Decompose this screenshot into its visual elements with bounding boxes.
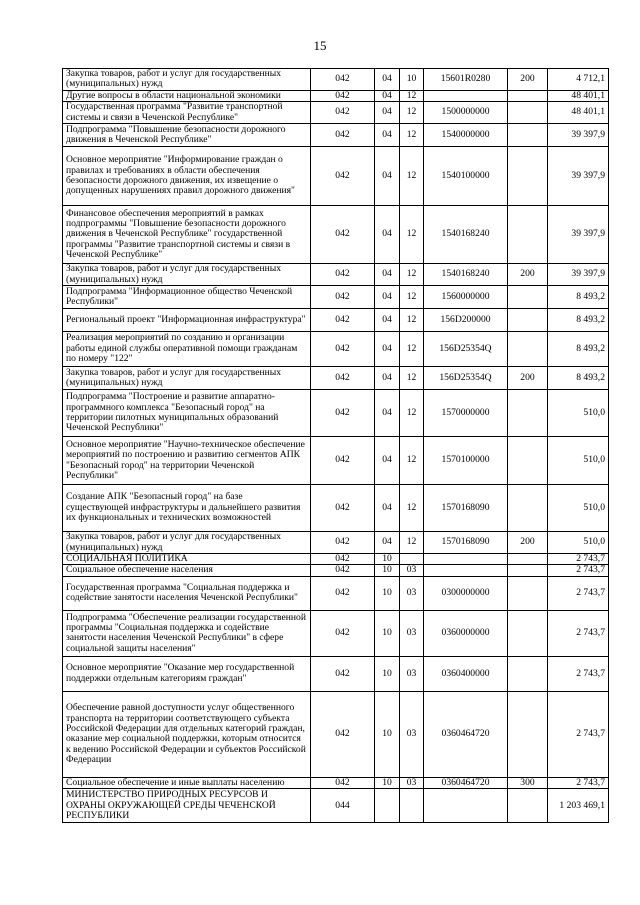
target-article-cell: 0360000000 [424, 610, 508, 656]
item-name-cell: Подпрограмма "Обеспечение реализации государственной программы "Социальная поддержка и содействие занятости населения Чеченской Республики" в сфере социальной защиты населения" [63, 610, 311, 656]
subsection-code-cell: 12 [400, 102, 424, 124]
table-row [63, 286, 609, 309]
section-code-cell: 10 [375, 691, 400, 777]
item-name-cell: Подпрограмма "Повышение безопасности дорожного движения в Чеченской Республике" [63, 124, 311, 147]
item-name-cell: Обеспечение равной доступности услуг общественного транспорта на территории соответствующего субъекта Российской Федерации для отдельных категорий граждан, оказание мер социальной поддержки, которым относится к ведению Российской Федерации и субъектов Российской Федерации [63, 691, 311, 777]
amount-cell: 8 493,2 [548, 367, 609, 390]
section-code-cell: 10 [375, 576, 400, 610]
section-code-cell: 04 [375, 367, 400, 390]
expense-type-cell [508, 332, 548, 367]
ministry-code-cell: 042 [311, 309, 375, 332]
ministry-code-cell: 042 [311, 206, 375, 264]
section-code-cell [375, 789, 400, 823]
expense-type-cell [508, 206, 548, 264]
subsection-code-cell: 12 [400, 309, 424, 332]
amount-cell: 2 743,7 [548, 554, 609, 565]
target-article-cell [424, 90, 508, 101]
expense-type-cell [508, 124, 548, 147]
target-article-cell: 1570168090 [424, 485, 508, 532]
item-name-cell: Другие вопросы в области национальной экономики [63, 90, 311, 101]
ministry-code-cell: 042 [311, 332, 375, 367]
ministry-code-cell: 042 [311, 147, 375, 206]
table-row [63, 656, 609, 691]
ministry-code-cell: 042 [311, 656, 375, 691]
amount-cell: 39 397,9 [548, 147, 609, 206]
expense-type-cell [508, 554, 548, 565]
target-article-cell: 15601R0280 [424, 69, 508, 91]
item-name-cell: Основное мероприятие "Оказание мер государственной поддержки отдельным категориям граждан" [63, 656, 311, 691]
table-row [63, 437, 609, 485]
amount-cell: 510,0 [548, 532, 609, 554]
expense-type-cell: 200 [508, 69, 548, 91]
ministry-code-cell: 042 [311, 777, 375, 788]
subsection-code-cell: 03 [400, 576, 424, 610]
subsection-code-cell [400, 789, 424, 823]
ministry-code-cell: 042 [311, 610, 375, 656]
table-row [63, 69, 609, 91]
amount-cell: 2 743,7 [548, 656, 609, 691]
amount-cell: 8 493,2 [548, 332, 609, 367]
ministry-code-cell: 042 [311, 576, 375, 610]
ministry-code-cell: 042 [311, 102, 375, 124]
subsection-code-cell: 12 [400, 437, 424, 485]
expense-type-cell [508, 390, 548, 437]
target-article-cell: 1560000000 [424, 286, 508, 309]
item-name-cell: Социальное обеспечение и иные выплаты населению [63, 777, 311, 788]
subsection-code-cell: 03 [400, 777, 424, 788]
item-name-cell: Подпрограмма "Информационное общество Чеченской Республики" [63, 286, 311, 309]
section-code-cell: 04 [375, 532, 400, 554]
ministry-code-cell: 042 [311, 485, 375, 532]
section-code-cell: 10 [375, 610, 400, 656]
target-article-cell: 0300000000 [424, 576, 508, 610]
expense-type-cell: 200 [508, 264, 548, 286]
section-code-cell: 10 [375, 656, 400, 691]
table-row [63, 789, 609, 823]
ministry-code-cell: 042 [311, 532, 375, 554]
item-name-cell: Основное мероприятие "Научно-техническое обеспечение мероприятий по построению и развитию сегментов АПК "Безопасный город" на территории Чеченской Республики" [63, 437, 311, 485]
target-article-cell: 1540168240 [424, 264, 508, 286]
item-name-cell: Основное мероприятие "Информирование граждан о правилах и требованиях в области обеспечения безопасности дорожного движения, их извещение о допущенных нарушениях правил дорожного движения" [63, 147, 311, 206]
amount-cell: 2 743,7 [548, 691, 609, 777]
ministry-code-cell: 042 [311, 437, 375, 485]
section-code-cell: 04 [375, 206, 400, 264]
expense-type-cell: 200 [508, 367, 548, 390]
table-row [63, 485, 609, 532]
table-row [63, 554, 609, 565]
table-row [63, 532, 609, 554]
expense-type-cell [508, 610, 548, 656]
ministry-code-cell: 042 [311, 390, 375, 437]
item-name-cell: МИНИСТЕРСТВО ПРИРОДНЫХ РЕСУРСОВ И ОХРАНЫ ОКРУЖАЮЩЕЙ СРЕДЫ ЧЕЧЕНСКОЙ РЕСПУБЛИКИ [63, 789, 311, 823]
subsection-code-cell: 03 [400, 656, 424, 691]
subsection-code-cell: 12 [400, 147, 424, 206]
amount-cell: 2 743,7 [548, 576, 609, 610]
subsection-code-cell: 12 [400, 264, 424, 286]
table-row [63, 206, 609, 264]
item-name-cell: Закупка товаров, работ и услуг для государственных (муниципальных) нужд [63, 264, 311, 286]
section-code-cell: 04 [375, 390, 400, 437]
subsection-code-cell: 12 [400, 206, 424, 264]
item-name-cell: Создание АПК "Безопасный город" на базе существующей инфраструктуры и дальнейшего развития их функциональных и технических возможностей [63, 485, 311, 532]
ministry-code-cell: 042 [311, 565, 375, 576]
table-row [63, 576, 609, 610]
section-code-cell: 04 [375, 286, 400, 309]
item-name-cell: Государственная программа "Развитие транспортной системы и связи в Чеченской Республике" [63, 102, 311, 124]
table-row [63, 124, 609, 147]
item-name-cell: Государственная программа "Социальная поддержка и содействие занятости населения Чеченской Республики" [63, 576, 311, 610]
amount-cell: 1 203 469,1 [548, 789, 609, 823]
amount-cell: 2 743,7 [548, 565, 609, 576]
ministry-code-cell: 042 [311, 691, 375, 777]
target-article-cell [424, 565, 508, 576]
expense-type-cell [508, 485, 548, 532]
ministry-code-cell: 044 [311, 789, 375, 823]
section-code-cell: 04 [375, 264, 400, 286]
subsection-code-cell: 03 [400, 565, 424, 576]
amount-cell: 510,0 [548, 485, 609, 532]
target-article-cell: 1540100000 [424, 147, 508, 206]
section-code-cell: 04 [375, 309, 400, 332]
expense-type-cell: 300 [508, 777, 548, 788]
subsection-code-cell: 12 [400, 485, 424, 532]
amount-cell: 48 401,1 [548, 102, 609, 124]
table-row [63, 610, 609, 656]
target-article-cell [424, 554, 508, 565]
expense-type-cell [508, 565, 548, 576]
amount-cell: 4 712,1 [548, 69, 609, 91]
table-row [63, 565, 609, 576]
expense-type-cell [508, 90, 548, 101]
item-name-cell: Подпрограмма "Построение и развитие аппаратно-программного комплекса "Безопасный город" на территории пилотных муниципальных образований Чеченской Республики" [63, 390, 311, 437]
section-code-cell: 04 [375, 90, 400, 101]
section-code-cell: 04 [375, 102, 400, 124]
table-row [63, 309, 609, 332]
section-code-cell: 10 [375, 554, 400, 565]
subsection-code-cell: 12 [400, 124, 424, 147]
section-code-cell: 04 [375, 69, 400, 91]
target-article-cell: 1570100000 [424, 437, 508, 485]
target-article-cell: 156D25354Q [424, 367, 508, 390]
table-row [63, 264, 609, 286]
section-code-cell: 04 [375, 332, 400, 367]
section-code-cell: 10 [375, 565, 400, 576]
table-row [63, 390, 609, 437]
target-article-cell: 0360464720 [424, 777, 508, 788]
subsection-code-cell: 12 [400, 390, 424, 437]
item-name-cell: Закупка товаров, работ и услуг для государственных (муниципальных) нужд [63, 69, 311, 91]
expense-type-cell [508, 576, 548, 610]
subsection-code-cell: 12 [400, 286, 424, 309]
section-code-cell: 10 [375, 777, 400, 788]
budget-table-body [63, 69, 609, 823]
item-name-cell: Закупка товаров, работ и услуг для государственных (муниципальных) нужд [63, 532, 311, 554]
expense-type-cell [508, 286, 548, 309]
target-article-cell: 156D200000 [424, 309, 508, 332]
ministry-code-cell: 042 [311, 90, 375, 101]
target-article-cell: 1500000000 [424, 102, 508, 124]
expense-type-cell [508, 691, 548, 777]
amount-cell: 8 493,2 [548, 286, 609, 309]
item-name-cell: Закупка товаров, работ и услуг для государственных (муниципальных) нужд [63, 367, 311, 390]
budget-table [62, 68, 609, 823]
target-article-cell: 1540000000 [424, 124, 508, 147]
expense-type-cell [508, 437, 548, 485]
table-row [63, 332, 609, 367]
expense-type-cell [508, 147, 548, 206]
amount-cell: 48 401,1 [548, 90, 609, 101]
amount-cell: 8 493,2 [548, 309, 609, 332]
amount-cell: 39 397,9 [548, 264, 609, 286]
amount-cell: 39 397,9 [548, 124, 609, 147]
section-code-cell: 04 [375, 437, 400, 485]
item-name-cell: Социальное обеспечение населения [63, 565, 311, 576]
item-name-cell: Региональный проект "Информационная инфраструктура" [63, 309, 311, 332]
subsection-code-cell: 12 [400, 532, 424, 554]
section-code-cell: 04 [375, 485, 400, 532]
table-row [63, 691, 609, 777]
section-code-cell: 04 [375, 124, 400, 147]
target-article-cell: 0360400000 [424, 656, 508, 691]
expense-type-cell: 200 [508, 532, 548, 554]
expense-type-cell [508, 102, 548, 124]
table-row [63, 102, 609, 124]
expense-type-cell [508, 656, 548, 691]
item-name-cell: Реализация мероприятий по созданию и организации работы единой службы оперативной помощи гражданам по номеру "122" [63, 332, 311, 367]
expense-type-cell [508, 309, 548, 332]
table-row [63, 367, 609, 390]
amount-cell: 2 743,7 [548, 610, 609, 656]
table-row [63, 147, 609, 206]
item-name-cell: СОЦИАЛЬНАЯ ПОЛИТИКА [63, 554, 311, 565]
expense-type-cell [508, 789, 548, 823]
amount-cell: 2 743,7 [548, 777, 609, 788]
target-article-cell: 1540168240 [424, 206, 508, 264]
section-code-cell: 04 [375, 147, 400, 206]
ministry-code-cell: 042 [311, 264, 375, 286]
subsection-code-cell: 12 [400, 367, 424, 390]
table-row [63, 777, 609, 788]
subsection-code-cell: 10 [400, 69, 424, 91]
ministry-code-cell: 042 [311, 69, 375, 91]
amount-cell: 510,0 [548, 437, 609, 485]
ministry-code-cell: 042 [311, 124, 375, 147]
ministry-code-cell: 042 [311, 367, 375, 390]
subsection-code-cell [400, 554, 424, 565]
subsection-code-cell: 03 [400, 610, 424, 656]
table-row [63, 90, 609, 101]
amount-cell: 39 397,9 [548, 206, 609, 264]
target-article-cell: 0360464720 [424, 691, 508, 777]
ministry-code-cell: 042 [311, 554, 375, 565]
subsection-code-cell: 12 [400, 332, 424, 367]
target-article-cell: 1570168090 [424, 532, 508, 554]
target-article-cell: 156D25354Q [424, 332, 508, 367]
target-article-cell [424, 789, 508, 823]
amount-cell: 510,0 [548, 390, 609, 437]
subsection-code-cell: 12 [400, 90, 424, 101]
ministry-code-cell: 042 [311, 286, 375, 309]
page-number: 15 [313, 38, 327, 53]
subsection-code-cell: 03 [400, 691, 424, 777]
target-article-cell: 1570000000 [424, 390, 508, 437]
item-name-cell: Финансовое обеспечения мероприятий в рамках подпрограммы "Повышение безопасности дорожного движения в Чеченской Республике" государственной программы "Развитие транспортной системы и связи в Чеченской Республике" [63, 206, 311, 264]
